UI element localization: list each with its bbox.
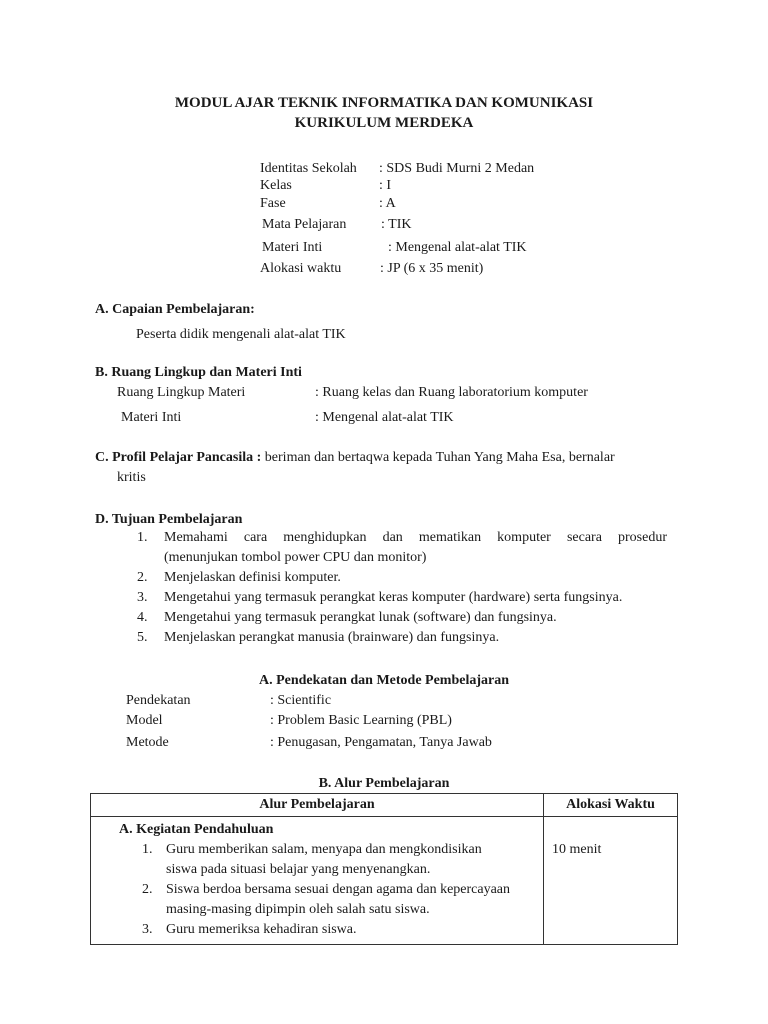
identity-label: Materi Inti — [262, 240, 323, 255]
method-value: : Penugasan, Pengamatan, Tanya Jawab — [270, 735, 492, 750]
objective-text: Menjelaskan definisi komputer. — [164, 570, 341, 585]
list-item: 2. Menjelaskan definisi komputer. — [137, 570, 341, 585]
section-d-heading: D. Tujuan Pembelajaran — [95, 512, 243, 527]
section-c-text-continued: kritis — [117, 470, 146, 485]
table-header-row — [91, 794, 678, 817]
materi-label: Materi Inti — [121, 410, 182, 425]
flow-activities-cell — [91, 817, 544, 945]
flow-table — [90, 793, 678, 945]
objective-text: Mengetahui yang termasuk perangkat lunak (software) dan fungsinya. — [164, 610, 557, 625]
flow-heading: B. Alur Pembelajaran — [318, 776, 450, 791]
activity-text: Guru memberikan salam, menyapa dan mengkondisikan — [166, 842, 482, 857]
objective-text-continued: (menunjukan tombol power CPU dan monitor) — [164, 550, 427, 565]
approach-heading: A. Pendekatan dan Metode Pembelajaran — [258, 673, 510, 688]
document-title: MODUL AJAR TEKNIK INFORMATIKA DAN KOMUNIKASI — [174, 95, 594, 111]
materi-value: : Mengenal alat-alat TIK — [315, 410, 454, 425]
list-item: 3. Mengetahui yang termasuk perangkat keras komputer (hardware) serta fungsinya. — [137, 590, 623, 605]
model-label: Model — [126, 713, 163, 728]
identity-value: : TIK — [381, 217, 412, 232]
column-header: Alur Pembelajaran — [91, 794, 544, 817]
identity-value: : Mengenal alat-alat TIK — [388, 240, 527, 255]
document-subtitle: KURIKULUM MERDEKA — [294, 115, 474, 131]
section-a-text: Peserta didik mengenali alat-alat TIK — [136, 327, 346, 342]
section-c-paragraph — [95, 449, 678, 467]
activity-text: Siswa berdoa bersama sesuai dengan agama dan kepercayaan — [166, 882, 511, 897]
list-item: 1. Memahami cara menghidupkan dan mematikan komputer secara prosedur (menunjukan tombol power CPU dan monitor) — [137, 528, 667, 568]
approach-value: : Scientific — [270, 693, 332, 708]
list-item: 1. Guru memberikan salam, menyapa dan mengkondisikan siswa pada situasi belajar yang menyenangkan. — [115, 840, 537, 880]
activity-heading: A. Kegiatan Pendahuluan — [119, 822, 274, 837]
identity-label: Fase — [260, 196, 286, 211]
scope-label: Ruang Lingkup Materi — [117, 385, 246, 400]
list-item: 5. Menjelaskan perangkat manusia (brainware) dan fungsinya. — [137, 630, 500, 645]
activity-text: Guru memeriksa kehadiran siswa. — [166, 922, 357, 937]
model-value: : Problem Basic Learning (PBL) — [270, 713, 452, 728]
approach-label: Pendekatan — [126, 693, 191, 708]
identity-value: : A — [379, 196, 396, 211]
identity-value: : SDS Budi Murni 2 Medan — [379, 161, 535, 176]
section-c-heading: C. Profil Pelajar Pancasila : — [95, 450, 262, 465]
list-item: 3. Guru memeriksa kehadiran siswa. — [115, 920, 537, 940]
list-item: 2. Siswa berdoa bersama sesuai dengan agama dan kepercayaan masing-masing dipimpin oleh salah satu siswa. — [115, 880, 537, 920]
identity-label: Mata Pelajaran — [262, 217, 347, 232]
activity-list — [115, 840, 537, 940]
identity-value: : I — [379, 178, 392, 193]
list-item: 4. Mengetahui yang termasuk perangkat lunak (software) dan fungsinya. — [137, 610, 557, 625]
identity-value: : JP (6 x 35 menit) — [380, 261, 484, 276]
objectives-list — [137, 528, 667, 648]
objective-text: Memahami cara menghidupkan dan mematikan komputer secara prosedur — [164, 530, 667, 545]
objective-text: Mengetahui yang termasuk perangkat keras komputer (hardware) serta fungsinya. — [164, 590, 623, 605]
identity-label: Alokasi waktu — [260, 261, 342, 276]
activity-text-continued: masing-masing dipimpin oleh salah satu siswa. — [166, 902, 430, 917]
section-a-heading: A. Capaian Pembelajaran: — [95, 302, 255, 317]
identity-label: Identitas Sekolah — [260, 161, 357, 176]
activity-text-continued: siswa pada situasi belajar yang menyenangkan. — [166, 862, 431, 877]
column-header: Alokasi Waktu — [544, 794, 678, 817]
section-b-heading: B. Ruang Lingkup dan Materi Inti — [95, 365, 302, 380]
identity-label: Kelas — [260, 178, 292, 193]
time-allocation-cell: 10 menit — [544, 817, 678, 945]
table-row — [91, 817, 678, 945]
section-c-text: beriman dan bertaqwa kepada Tuhan Yang Maha Esa, bernalar — [264, 450, 615, 465]
method-label: Metode — [126, 735, 169, 750]
scope-value: : Ruang kelas dan Ruang laboratorium komputer — [315, 385, 588, 400]
objective-text: Menjelaskan perangkat manusia (brainware) dan fungsinya. — [164, 630, 500, 645]
